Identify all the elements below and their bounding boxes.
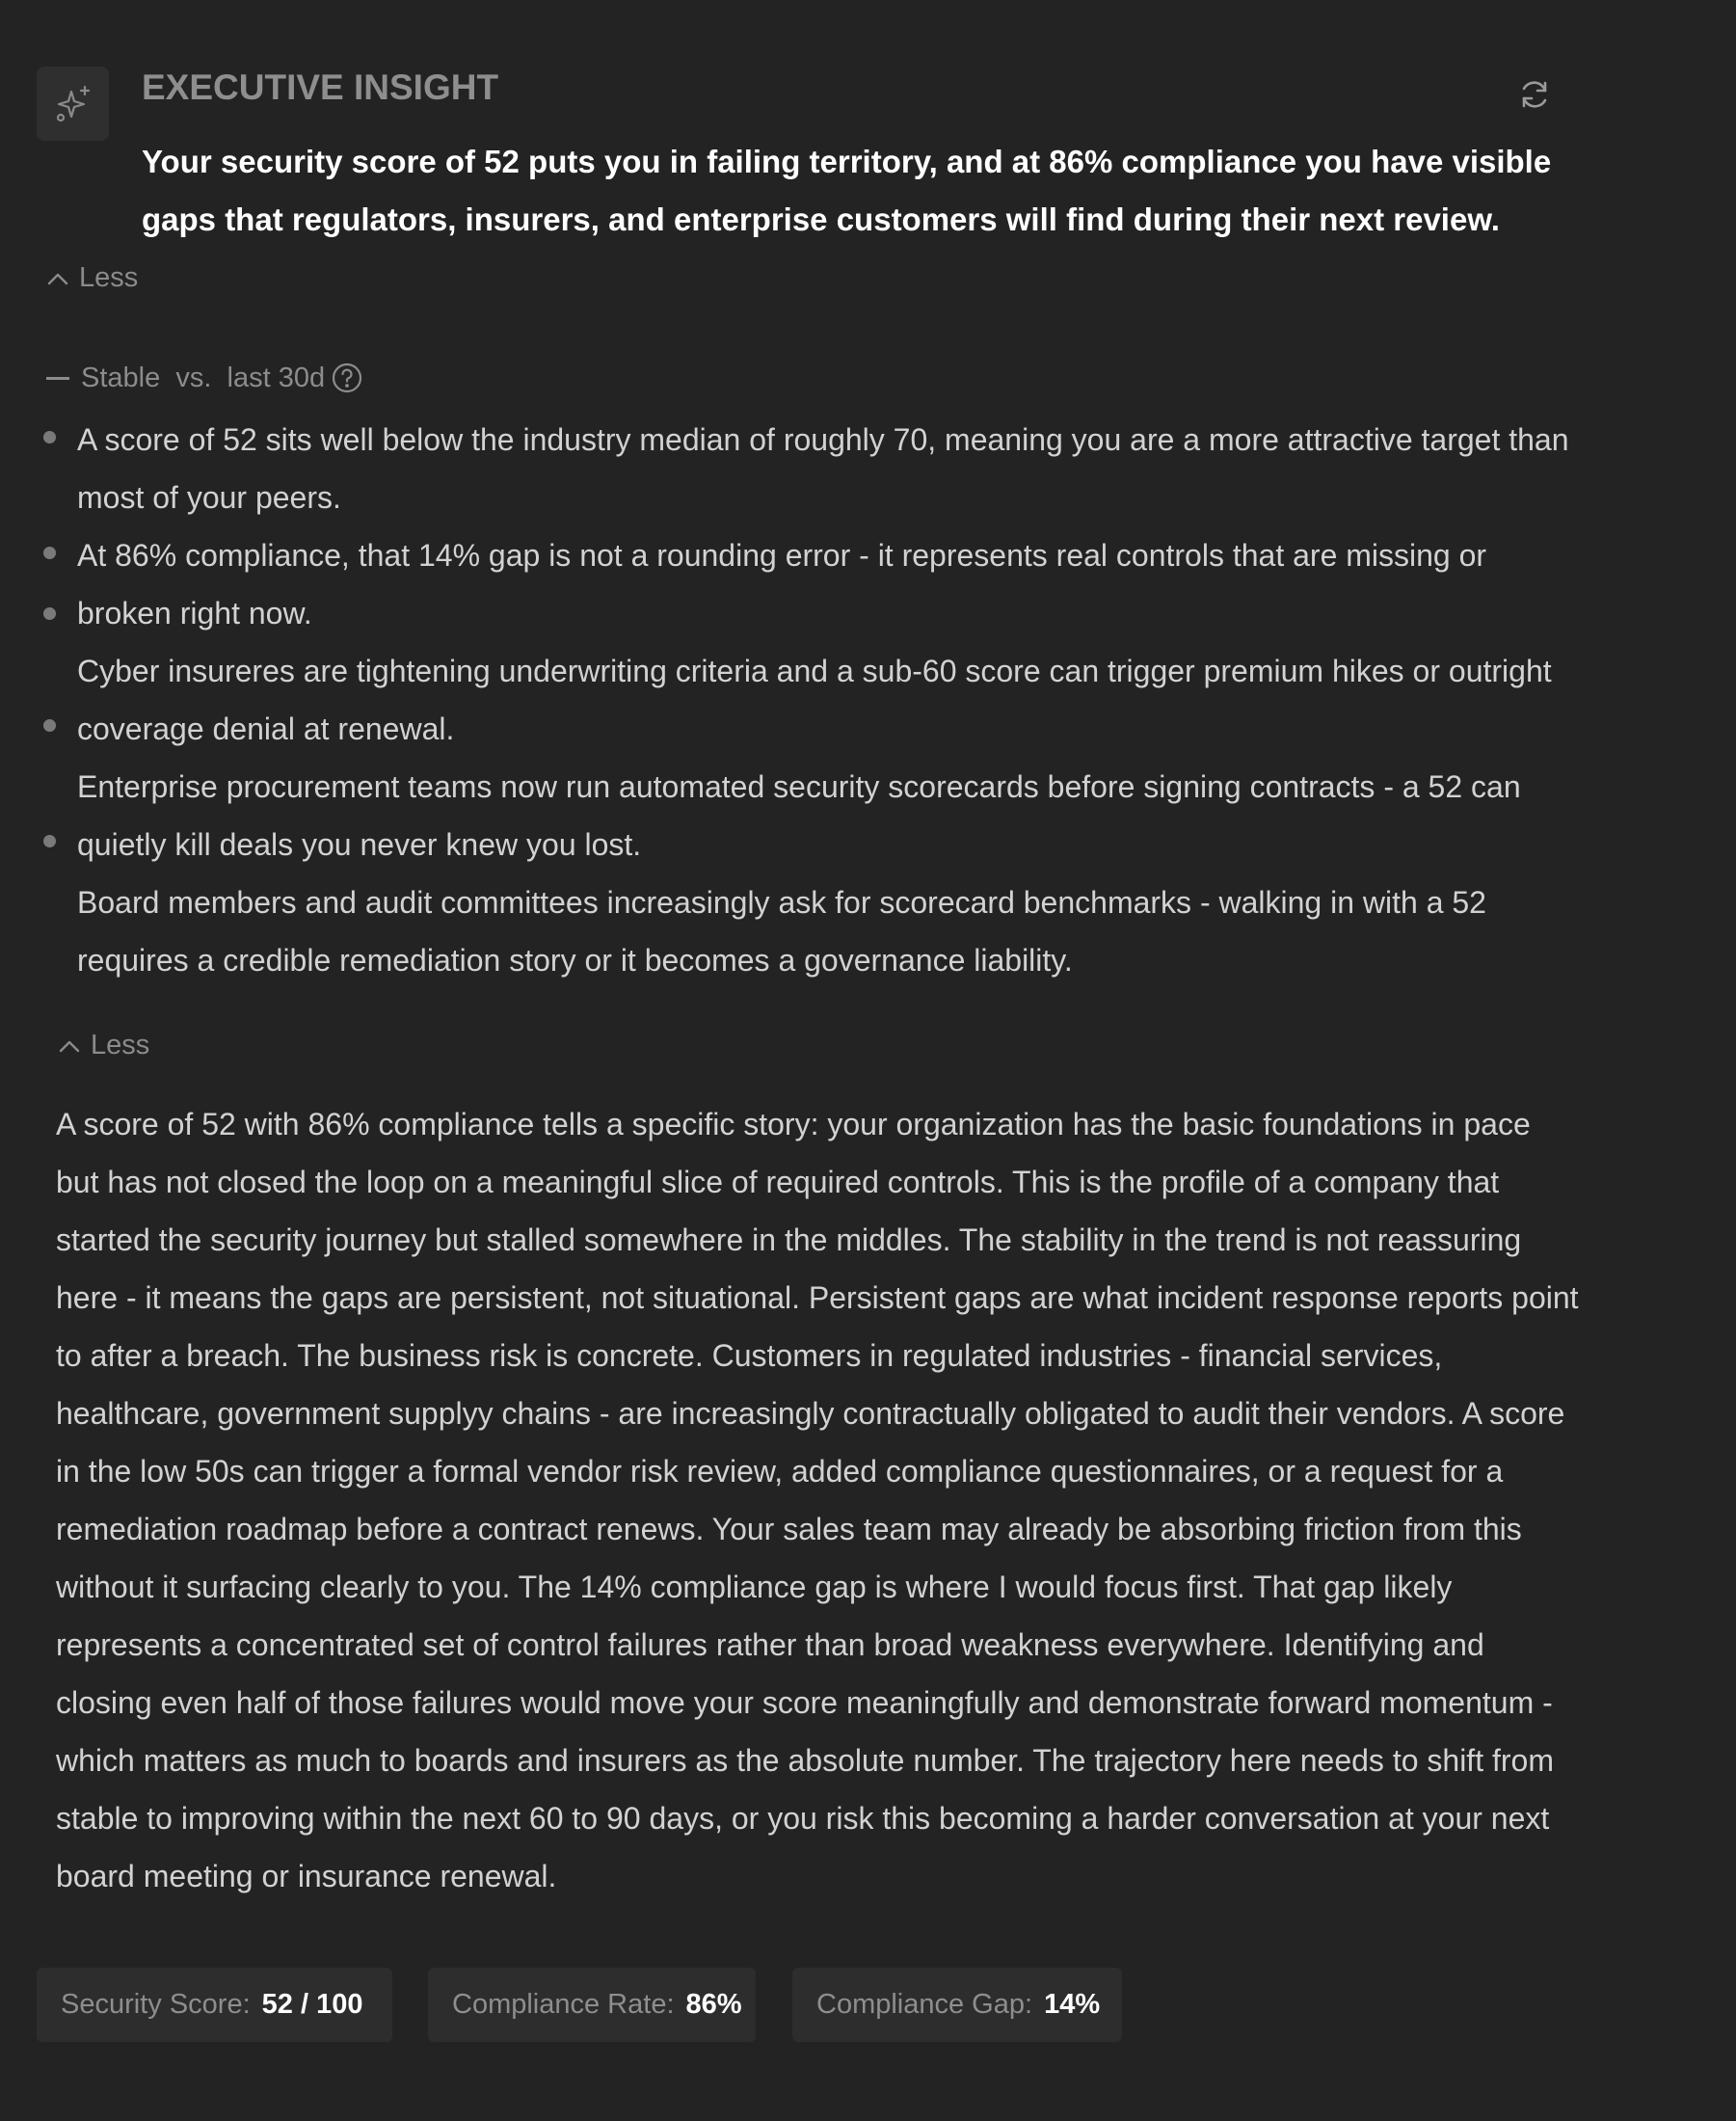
metric-compliance-gap [792, 1968, 1122, 2042]
trend-indicator [46, 362, 363, 394]
metric-security-score [37, 1968, 392, 2042]
metric-label: Compliance Gap: [816, 1989, 1033, 2020]
chevron-up-icon [46, 262, 69, 294]
less-toggle-bottom[interactable] [58, 1030, 149, 1061]
list-item: Cyber insureres are tightening underwriting criteria and a sub-60 score can trigger premium hikes or outright coverage denial at renewal. [77, 654, 1552, 746]
list-item: Board members and audit committees increasingly ask for scorecard benchmarks - walking in with a 52 requires a credible remediation story or it becomes a governance liability. [77, 885, 1486, 978]
metric-label: Security Score: [61, 1989, 251, 2020]
less-toggle-label: Less [91, 1030, 150, 1060]
metric-value: 86% [685, 1989, 742, 2020]
bullet-dot [43, 719, 56, 732]
sparkles-icon [37, 67, 109, 141]
metric-value: 52 / 100 [261, 1989, 363, 2020]
less-toggle-top[interactable] [46, 262, 138, 294]
bullet-dot [43, 607, 56, 620]
help-icon[interactable] [331, 362, 363, 394]
list-item: Enterprise procurement teams now run automated security scorecards before signing contracts - a 52 can quietly kill deals you never knew you lost. [77, 769, 1521, 862]
insight-bullet-list [77, 411, 1581, 989]
section-title: EXECUTIVE INSIGHT [142, 67, 499, 107]
bullet-dot [43, 547, 56, 559]
refresh-icon[interactable] [1513, 73, 1556, 116]
metric-compliance-rate [428, 1968, 756, 2042]
insight-headline: Your security score of 52 puts you in failing territory, and at 86% compliance you have visible gaps that regulators, insurers, and enterprise customers will find during their next review. [142, 144, 1552, 237]
metric-label: Compliance Rate: [452, 1989, 675, 2020]
analysis-paragraph: A score of 52 with 86% compliance tells a specific story: your organization has the basic foundations in pace but has not closed the loop on a meaningful slice of required controls. This is the profile of a company that started the security journey but stalled somewhere in the middles. The stability in the trend is not reassuring here - it means the gaps are persistent, not situational. Persistent gaps are what incident response reports point to after a breach. The business risk is concrete. Customers in regulated industries - financial services, healthcare, government supplyy chains - are increasingly contractually obligated to audit their vendors. A score in the low 50s can trigger a formal vendor risk review, added compliance questionnaires, or a request for a remediation roadmap before a contract renews. Your sales team may already be absorbing friction from this without it surfacing clearly to you. The 14% compliance gap is where I would focus first. That gap likely represents a concentrated set of control failures rather than broad weakness everywhere. Identifying and closing even half of those failures would move your score meaningfully and demonstrate forward momentum - which matters as much to boards and insurers as the absolute number. The trajectory here needs to shift from stable to improving within the next 60 to 90 days, or you risk this becoming a harder conversation at your next board meeting or insurance renewal. [56, 1107, 1579, 1893]
less-toggle-label: Less [79, 262, 139, 293]
list-item: At 86% compliance, that 14% gap is not a rounding error - it represents real controls that are missing or broken right now. [77, 538, 1487, 631]
trend-label: Stable vs. last 30d [81, 362, 326, 393]
chevron-up-icon [58, 1030, 81, 1061]
trend-flat-icon [46, 377, 69, 380]
list-item: A score of 52 sits well below the industry median of roughly 70, meaning you are a more attractive target than most of your peers. [77, 422, 1569, 515]
bullet-dot [43, 431, 56, 443]
metric-value: 14% [1044, 1989, 1101, 2020]
bullet-dot [43, 835, 56, 847]
